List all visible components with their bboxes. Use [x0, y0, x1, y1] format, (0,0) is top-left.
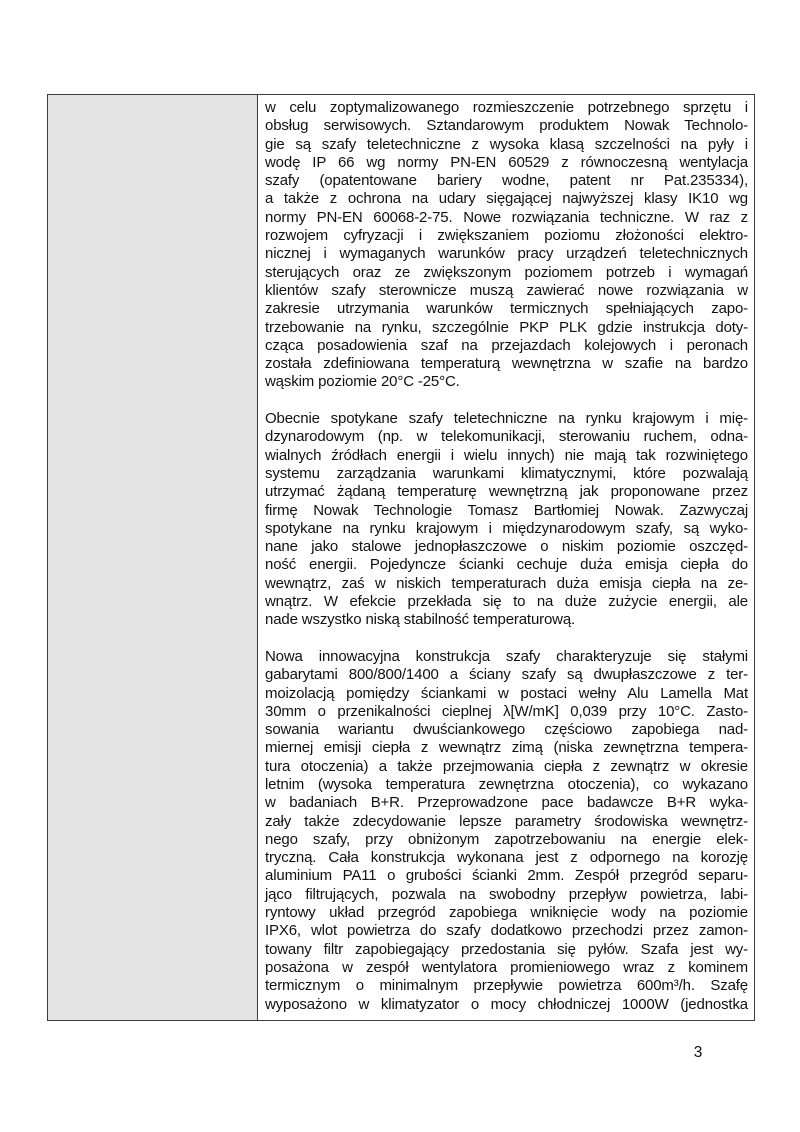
text-line: posażona w zespół wentylatora promieniowego wraz z kominem: [265, 958, 748, 976]
text-line: jąco filtrujących, pozwala na swobodny przepływ powietrza, labi-: [265, 885, 748, 903]
text-line: nade wszystko niską stabilność temperaturową.: [265, 611, 576, 629]
text-line: wodę IP 66 wg normy PN-EN 60529 z równoczesną wentylacja: [265, 153, 748, 171]
text-line: w badaniach B+R. Przeprowadzone pace badawcze B+R wyka-: [265, 794, 748, 812]
paragraph-spacer: [265, 630, 748, 648]
page-number: 3: [693, 1044, 703, 1061]
text-line: tryczną. Cała konstrukcja wykonana jest z odpornego na korozję: [265, 849, 748, 867]
paragraph: [265, 410, 748, 630]
text-line: a także z ochrona na udary sięgającej najwyższej klasy IK10 wg: [265, 190, 748, 208]
text-line: wyposażono w klimatyzator o mocy chłodniczej 1000W (jednostka: [265, 995, 748, 1013]
text-line: 30mm o przenikalności cieplnej λ[W/mK] 0,039 przy 10°C. Zasto-: [265, 702, 748, 720]
text-line: firmę Nowak Technologie Tomasz Bartłomiej Nowak. Zazwyczaj: [265, 501, 748, 519]
text-line: trzebowanie na rynku, szczególnie PKP PLK gdzie instrukcja doty-: [265, 318, 748, 336]
text-line: wąskim poziomie 20°C -25°C.: [265, 373, 460, 391]
text-line: sowania wariantu dwuściankowego częściowo zapobiega nad-: [265, 721, 748, 739]
text-line: klientów szafy sterownicze muszą zawierać nowe rozwiązania w: [265, 281, 748, 299]
content-table: [47, 94, 755, 1021]
paragraph: [265, 99, 748, 392]
text-line: wnątrz. W efekcie przekłada się to na duże zużycie energii, ale: [265, 593, 748, 611]
text-line: nane jako stalowe jednopłaszczowe o niskim poziomie oszczęd-: [265, 538, 748, 556]
text-line: Obecnie spotykane szafy teletechniczne na rynku krajowym i mię-: [265, 410, 748, 428]
text-line: wewnątrz, zaś w niskich temperaturach duża emisja ciepła na ze-: [265, 574, 748, 592]
text-line: cząca posadowienia szaf na przejazdach kolejowych i peronach: [265, 336, 748, 354]
text-line: termicznym o minimalnym przepływie powietrza 600m³/h. Szafę: [265, 977, 748, 995]
text-line: towany filtr zapobiegający przedostania się pyłów. Szafa jest wy-: [265, 940, 748, 958]
text-line: gie są szafy teletechniczne z wysoka klasą szczelności na pyły i: [265, 135, 748, 153]
text-line: miernej emisji ciepła z wewnątrz zimą (niska zewnętrzna tempera-: [265, 739, 748, 757]
text-line: sterujących oraz ze zwiększonym poziomem potrzeb i wymagań: [265, 263, 748, 281]
text-line: IPX6, wlot powietrza do szafy dodatkowo przechodzi przez zamon-: [265, 922, 748, 940]
text-line: gabarytami 800/800/1400 a ściany szafy są dwupłaszczowe z ter-: [265, 666, 748, 684]
paragraph: [265, 648, 748, 1014]
text-line: moizolacją pomiędzy ściankami w postaci wełny Alu Lamella Mat: [265, 684, 748, 702]
table-cell-left-empty: [48, 95, 258, 1020]
text-line: nego szafy, przy obniżonym zapotrzebowaniu na energie elek-: [265, 830, 748, 848]
text-line: w celu zoptymalizowanego rozmieszczenie potrzebnego sprzętu i: [265, 99, 748, 116]
text-line: spotykane na rynku krajowym i międzynarodowym szafy, są wyko-: [265, 519, 748, 537]
text-line: utrzymać żądaną temperaturę wewnętrzną jak proponowane przez: [265, 483, 748, 501]
text-line: rozwojem cyfryzacji i zwiększaniem poziomu złożoności elektro-: [265, 227, 748, 245]
text-line: normy PN-EN 60068-2-75. Nowe rozwiązania techniczne. W raz z: [265, 208, 748, 226]
text-line: szafy (opatentowane bariery wodne, patent nr Pat.235334),: [265, 172, 748, 190]
text-line: tura otoczenia) a także przejmowania ciepła z zewnątrz w okresie: [265, 757, 748, 775]
text-line: ność energii. Pojedyncze ścianki cechuje duża emisja ciepła do: [265, 556, 748, 574]
text-line: nicznej i wymaganych warunków pracy urządzeń teletechnicznych: [265, 245, 748, 263]
text-line: letnim (wysoka temperatura zewnętrzna otoczenia), co wykazano: [265, 775, 748, 793]
text-line: obsług serwisowych. Sztandarowym produktem Nowak Technolo-: [265, 117, 748, 135]
text-line: systemu zarządzania warunkami klimatycznymi, które pozwalają: [265, 464, 748, 482]
text-line: została zdefiniowana temperaturą wewnętrzna w szafie na bardzo: [265, 355, 748, 373]
text-line: zakresie utrzymania warunków termicznych spełniających zapo-: [265, 300, 748, 318]
text-line: aluminium PA11 o grubości ścianki 2mm. Zespół przegród separu-: [265, 867, 748, 885]
text-line: Nowa innowacyjna konstrukcja szafy charakteryzuje się stałymi: [265, 647, 748, 665]
text-line: wialnych źródłach energii i wielu innych) nie mają tak rozwiniętego: [265, 446, 748, 464]
text-line: dzynarodowym (np. w telekomunikacji, sterowaniu ruchem, odna-: [265, 428, 748, 446]
table-cell-body-text: [258, 95, 754, 1020]
text-line: ryntowy układ przegród zapobiega wniknięcie wody na poziomie: [265, 904, 748, 922]
text-line: zały także zdecydowanie lepsze parametry środowiska wewnętrz-: [265, 812, 748, 830]
paragraph-spacer: [265, 392, 748, 410]
